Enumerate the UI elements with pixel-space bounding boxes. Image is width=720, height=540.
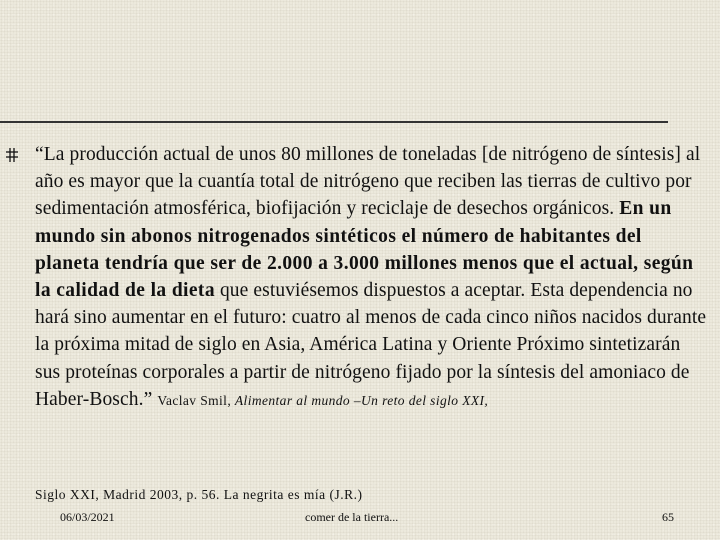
footer-title: comer de la tierra... xyxy=(305,510,399,524)
citation-book-title: Alimentar al mundo –Un reto del siglo XXI, xyxy=(234,392,489,408)
quote-text-part2: que estuviésemos dispuestos a aceptar. Esta dependencia no hará sino aumentar en el futuro: cuatro al menos de cada cinco niños nacidos durante la próxima mitad de siglo en Asia, América Latina y Oriente Próximo sintetizarán sus proteínas corporales a partir de nitrógeno fijado por la síntesis del amoniaco de Haber-Bosch.” xyxy=(35,280,707,410)
top-divider xyxy=(0,121,668,123)
citation-author: Vaclav Smil, xyxy=(157,392,235,408)
hash-bullet-icon xyxy=(6,148,18,162)
citation-details: Siglo XXI, Madrid 2003, p. 56. La negrita es mía (J.R.) xyxy=(35,487,363,502)
quote-bold-text: En un mundo sin abonos nitrogenados sintéticos el número de habitantes del planeta tendría que ser de 2.000 a 3.000 millones menos que el actual, según la calidad de la dieta xyxy=(35,198,694,302)
footer-date: 06/03/2021 xyxy=(60,510,115,524)
quote-paragraph xyxy=(35,141,707,414)
citation-line1 xyxy=(157,393,488,408)
quote-text-part1: “La producción actual de unos 80 millones de toneladas [de nitrógeno de síntesis] al año es mayor que la cuantía total de nitrógeno que reciben las tierras de cultivo por sedimentación atmosférica, biofijación y reciclaje de desechos orgánicos. xyxy=(35,144,701,220)
page-number: 65 xyxy=(662,510,674,524)
